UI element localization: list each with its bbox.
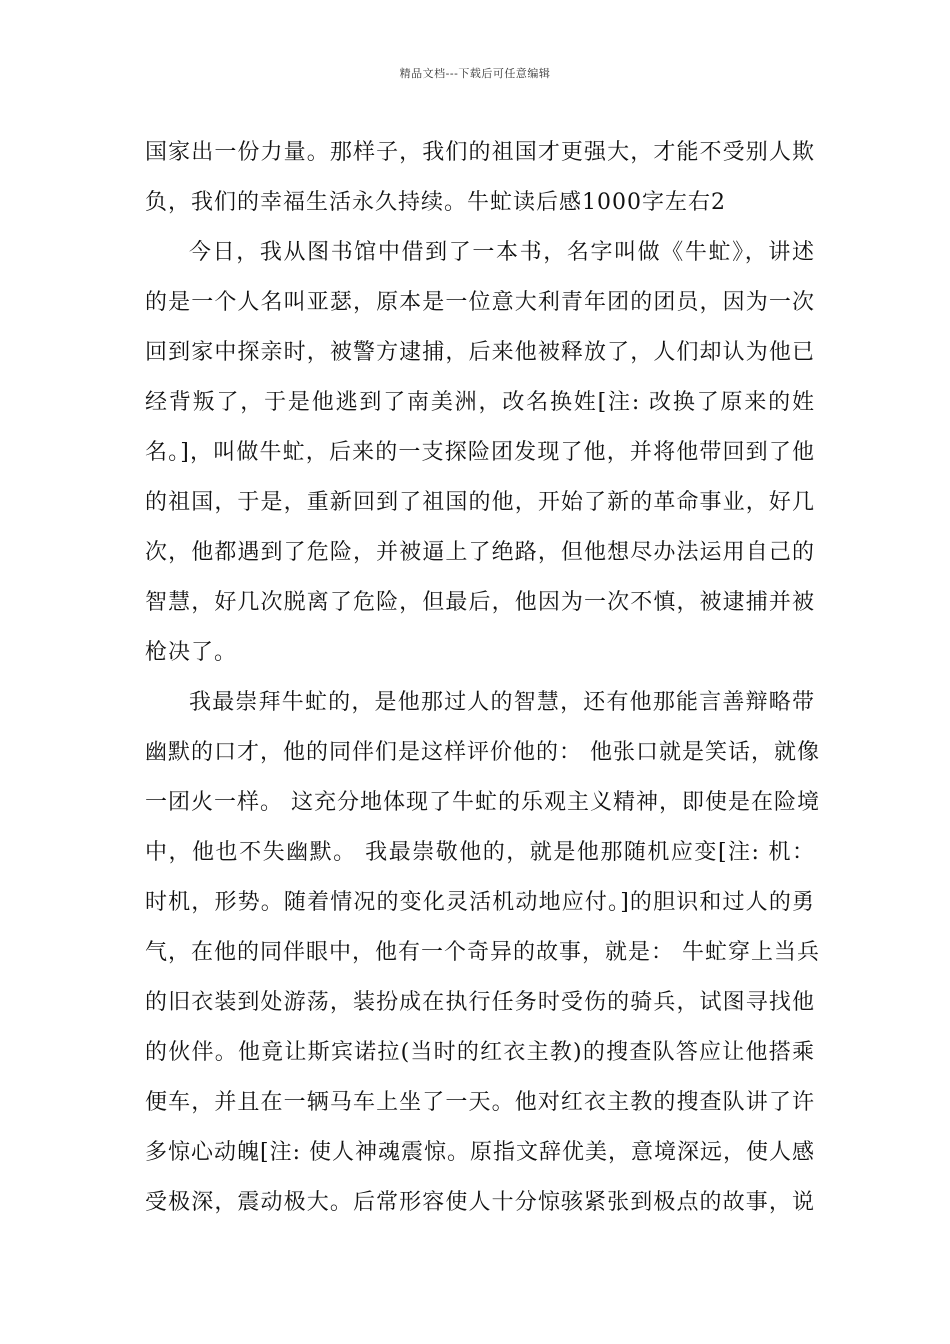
text-line: 气，在他的同伴眼中，他有一个奇异的故事，就是： 牛虻穿上当兵 bbox=[145, 940, 820, 965]
text-line: 智慧，好几次脱离了危险，但最后，他因为一次不慎，被逮捕并被 bbox=[145, 590, 815, 615]
text-line: 一团火一样。 这充分地体现了牛虻的乐观主义精神，即使是在险境 bbox=[145, 790, 820, 815]
text-line: 受极深，震动极大。后常形容使人十分惊骇紧张到极点的故事，说 bbox=[145, 1190, 815, 1215]
text-line: 多惊心动魄[注: 使人神魂震惊。原指文辞优美，意境深远，使人感 bbox=[145, 1140, 815, 1165]
text-line: 次，他都遇到了危险，并被逼上了绝路，但他想尽办法运用自己的 bbox=[145, 540, 815, 565]
text-line: 的伙伴。他竟让斯宾诺拉(当时的红衣主教)的搜查队答应让他搭乘 bbox=[145, 1040, 815, 1065]
paragraph-first-line: 今日，我从图书馆中借到了一本书，名字叫做《牛虻》，讲述 bbox=[189, 240, 815, 265]
text-line: 幽默的口才，他的同伴们是这样评价他的： 他张口就是笑话，就像 bbox=[145, 740, 820, 765]
text-line: 便车，并且在一辆马车上坐了一天。他对红衣主教的搜查队讲了许 bbox=[145, 1090, 815, 1115]
text-line: 枪决了。 bbox=[145, 640, 238, 665]
text-line: 时机，形势。随着情况的变化灵活机动地应付。]的胆识和过人的勇 bbox=[145, 890, 815, 915]
paragraph-first-line: 我最崇拜牛虻的，是他那过人的智慧，还有他那能言善辩略带 bbox=[189, 690, 815, 715]
page-header: 精品文档---下载后可任意编辑 bbox=[399, 67, 551, 80]
document-body bbox=[145, 128, 820, 1228]
text-line: 中，他也不失幽默。 我最崇敬他的，就是他那随机应变[注: 机： bbox=[145, 840, 815, 865]
text-line: 经背叛了，于是他逃到了南美洲，改名换姓[注: 改换了原来的姓 bbox=[145, 390, 815, 415]
text-line: 回到家中探亲时，被警方逮捕，后来他被释放了，人们却认为他已 bbox=[145, 340, 815, 365]
text-line: 的旧衣装到处游荡，装扮成在执行任务时受伤的骑兵，试图寻找他 bbox=[145, 990, 815, 1015]
text-line: 的是一个人名叫亚瑟，原本是一位意大利青年团的团员，因为一次 bbox=[145, 290, 815, 315]
text-line: 名。]，叫做牛虻，后来的一支探险团发现了他，并将他带回到了他 bbox=[145, 440, 815, 465]
text-line: 国家出一份力量。那样子，我们的祖国才更强大，才能不受别人欺 bbox=[145, 140, 815, 165]
text-line: 的祖国，于是，重新回到了祖国的他，开始了新的革命事业，好几 bbox=[145, 490, 815, 515]
text-line: 负，我们的幸福生活永久持续。牛虻读后感1000字左右2 bbox=[145, 190, 726, 215]
